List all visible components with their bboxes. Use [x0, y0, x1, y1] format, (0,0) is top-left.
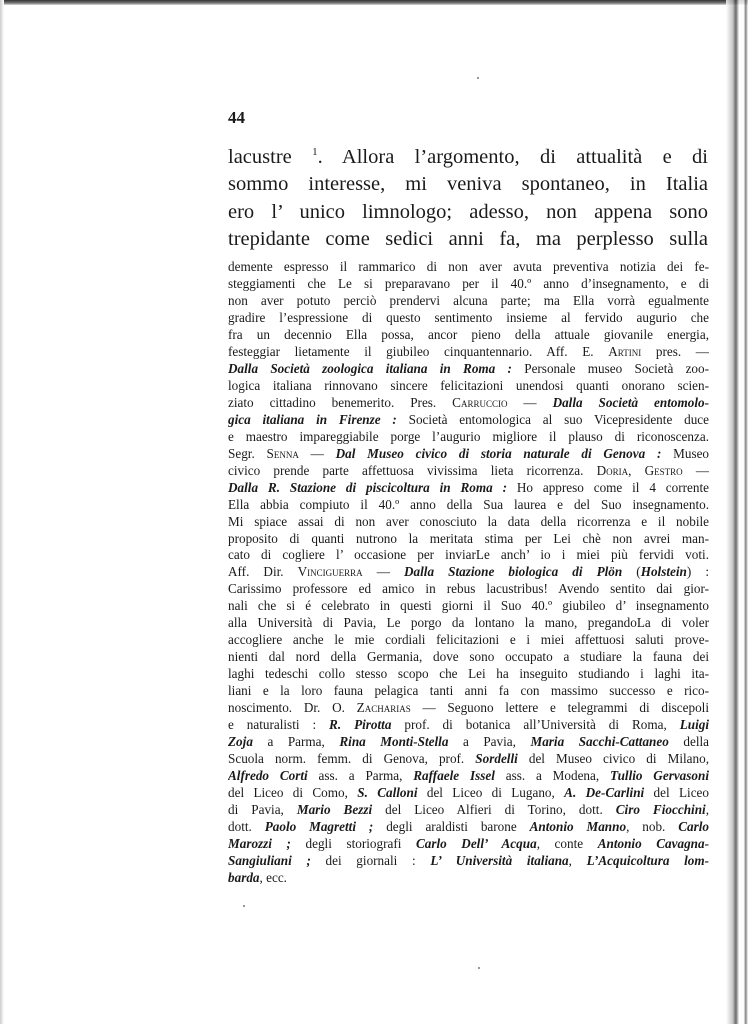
italic-text: Luigi [679, 717, 709, 733]
text-run: ziato cittadino benemerito. Pres. [228, 394, 453, 410]
italic-text: Rina Monti-Stella [339, 734, 449, 750]
text-run: ( [622, 564, 641, 580]
text-run: del Liceo Alfieri di Torino, dott. [372, 802, 616, 817]
text-run: del Museo civico di Milano, [517, 751, 709, 767]
footnote-marker: 1 [312, 146, 318, 159]
italic-text: Sangiuliani ; [228, 852, 311, 868]
text-run: prof. di botanica all’Università di Roma, [391, 717, 680, 733]
footnote-line [228, 378, 709, 395]
text-run: , [628, 462, 645, 478]
text-run: , [568, 852, 587, 868]
text-run: Scuola norm. femm. di Genova, prof. [228, 751, 476, 767]
body-line [228, 199, 708, 226]
footnote-line [228, 446, 709, 463]
body-text [228, 144, 708, 253]
text-run: del Liceo di Lugano, [417, 785, 565, 801]
text-run: Ho appreso come il 4 corrente [507, 479, 709, 495]
footnote-text [228, 259, 709, 887]
scan-speck [243, 905, 245, 907]
text-run: — [682, 462, 709, 478]
text-run: accogliere anche le mie cordiali felicitazioni e i miei affettuosi saluti prove- [228, 632, 709, 648]
signature-name: Vinciguerra [297, 564, 363, 580]
text-run: degli araldisti barone [373, 818, 530, 834]
footnote-line [228, 717, 709, 734]
text-run: alla Università di Pavia, Le porgo da lontano la mano, pregandoLa di voler [228, 615, 709, 631]
italic-text: Ciro Fiocchini [615, 802, 706, 817]
footnote-line [228, 412, 709, 429]
text-run: della [668, 734, 709, 750]
signature-name: Artini [608, 343, 642, 359]
text-run: . Allora l’argomento, di attualità e di [317, 146, 708, 168]
footnote-line [228, 547, 709, 564]
footnote-line [228, 649, 709, 666]
text-run: lacustre [228, 146, 313, 168]
italic-text: Mario Bezzi [296, 802, 373, 817]
text-run: laghi tedeschi collo stesso scopo che Lei ha inseguito studiando i laghi ita- [228, 666, 709, 682]
signature-name: Zacharias [356, 700, 411, 716]
italic-text: Tullio Gervasoni [610, 768, 709, 784]
footnote-line [228, 259, 709, 276]
footnote-line [228, 327, 709, 344]
footnote-line [228, 564, 709, 581]
text-run: festeggiar lietamente il giubileo cinquantennario. Aff. E. [228, 343, 609, 359]
text-run: degli storiografi [290, 835, 416, 851]
text-run: cato di cogliere l’ occasione per inviarLe anch’ io i miei più fervidi voti. [228, 547, 709, 563]
italic-text: A. De-Carlini [564, 785, 645, 801]
signature-name: Doria [596, 462, 629, 478]
text-run: proposito di quanti nutrono la meritata stima per Lei chè non avrei man- [228, 530, 709, 546]
text-run: trepidante come sedici anni fa, ma perplesso sulla [228, 227, 708, 250]
italic-text: Alfredo Corti [228, 768, 308, 784]
text-run: gradire l’espressione di questo sentimento insieme al fervido augurio che [228, 309, 709, 325]
footnote-line [228, 751, 709, 768]
text-run: ass. a Modena, [494, 768, 610, 784]
footnote-line [228, 276, 709, 293]
italic-text: gica italiana in Firenze : [228, 411, 397, 427]
footnote-line [228, 632, 709, 649]
text-run: — [298, 445, 336, 461]
scan-top-edge [0, 0, 748, 5]
footnote-line [228, 531, 709, 548]
signature-name: Senna [266, 445, 299, 461]
footnote-line [228, 514, 709, 531]
footnote-line [228, 480, 709, 497]
text-run: nienti dal nord della Germania, dove sono occupato a studiare la fauna dei [228, 649, 709, 665]
footnote-line [228, 581, 709, 598]
footnote-line [228, 700, 709, 717]
footnote-line [228, 836, 709, 853]
text-run: logica italiana rinnovano sincere felicitazioni unendosi quanti onorano scien- [228, 377, 709, 393]
text-run: demente espresso il rammarico di non aver avuta preventiva notizia dei fe- [228, 259, 709, 274]
text-run: dei giornali : [310, 852, 431, 868]
italic-text: L’Acquicoltura lom- [586, 852, 709, 868]
text-run: Museo [661, 445, 709, 461]
italic-text: Maria Sacchi-Cattaneo [530, 734, 669, 750]
text-run: fra un decennio Ella possa, ancor pieno della attuale giovanile energia, [228, 326, 709, 342]
signature-name: Gestro [644, 462, 683, 478]
italic-text: Carlo Dell’ Acqua [415, 835, 537, 851]
text-run: Ella abbia compiuto il 40.º anno della Sua laurea e del Suo insegnamento. [228, 496, 709, 512]
scan-left-edge [0, 0, 4, 1024]
footnote-line [228, 734, 709, 751]
text-run: a Parma, [252, 734, 340, 750]
footnote-line [228, 395, 709, 412]
footnote-line [228, 361, 709, 378]
text-run: dott. [228, 818, 265, 834]
text-run: del Liceo di Como, [228, 785, 358, 801]
text-run: ) : [686, 564, 709, 580]
text-run: , nob. [626, 818, 679, 834]
text-run: — Seguono lettere e telegrammi di discepoli [410, 700, 709, 716]
text-run: , conte [536, 835, 598, 851]
text-run: ero l’ unico limnologo; adesso, non appena sono [228, 200, 708, 223]
footnote-line [228, 853, 709, 870]
italic-text: barda [228, 869, 260, 885]
footnote-line [228, 870, 709, 887]
footnote-line [228, 497, 709, 514]
italic-text: Antonio Cavagna- [597, 835, 709, 851]
footnote-line [228, 819, 709, 836]
text-run: di Pavia, [228, 802, 297, 817]
footnote-line [228, 802, 709, 819]
footnote-line [228, 293, 709, 310]
italic-text: Dalla Società entomolo- [552, 394, 709, 410]
scan-right-edge [726, 0, 748, 1024]
italic-text: Carlo [678, 818, 709, 834]
text-run: Segr. [228, 445, 267, 461]
italic-text: Holstein [640, 564, 687, 580]
text-run: Carissimo professore ed amico in rebus lacustribus! Avendo sentito dai gior- [228, 581, 709, 597]
footnote-line [228, 310, 709, 327]
text-run: , [705, 802, 709, 817]
page-number: 44 [228, 108, 245, 127]
text-run: nali che si é celebrato in questi giorni il Suo 40.º giubileo d’ insegnamento [228, 598, 709, 614]
footnote-line [228, 429, 709, 446]
italic-text: Raffaele Issel [413, 768, 495, 784]
signature-name: Carruccio [452, 394, 508, 410]
footnote-line [228, 683, 709, 700]
text-run: non aver potuto perciò prendervi alcuna parte; ma Ella vorrà egualmente [228, 292, 709, 308]
text-run: steggiamenti che Le si preparavano per il 40.º anno d’insegnamento, e di [228, 275, 709, 291]
footnote-line [228, 768, 709, 785]
footnote-line [228, 615, 709, 632]
italic-text: Dal Museo civico di storia naturale di Genova : [335, 445, 662, 461]
footnote-line [228, 344, 709, 361]
scan-speck [477, 77, 479, 79]
text-run: civico prende parte affettuosa vivissima lieta ricorrenza. [228, 462, 597, 478]
italic-text: R. Pirotta [329, 717, 392, 733]
text-run: noscimento. Dr. O. [228, 700, 357, 716]
footnote-line [228, 785, 709, 802]
italic-text: Dalla Stazione biologica di Plön [404, 564, 623, 580]
text-run: — [507, 394, 553, 410]
italic-text: S. Calloni [357, 785, 418, 801]
body-line [228, 226, 708, 253]
text-run: — [362, 564, 405, 580]
italic-text: L’ Università italiana [430, 852, 569, 868]
text-run: Mi spiace assai di non aver conosciuto la data della ricorrenza e il nobile [228, 513, 709, 529]
text-run: sommo interesse, mi veniva spontaneo, in Italia [228, 173, 708, 196]
footnote-line [228, 598, 709, 615]
body-line [228, 144, 708, 171]
text-run: pres. — [641, 343, 709, 359]
italic-text: Paolo Magretti ; [264, 818, 374, 834]
text-run: Personale museo Società zoo- [511, 360, 709, 376]
body-line [228, 171, 708, 198]
text-run: , ecc. [259, 869, 287, 885]
scan-speck [478, 967, 480, 969]
text-run: Aff. Dir. [228, 564, 298, 580]
text-run: e maestro impareggiabile porge l’augurio migliore il plauso di riconoscenza. [228, 428, 709, 444]
text-run: liani e la loro fauna pelagica tanti anni fa con massimo successo e rico- [228, 683, 709, 699]
footnote-line [228, 463, 709, 480]
italic-text: Zoja [228, 734, 253, 750]
text-run: ass. a Parma, [307, 768, 414, 784]
italic-text: Sordelli [475, 751, 518, 767]
text-run: del Liceo [644, 785, 709, 801]
italic-text: Antonio Manno [529, 818, 627, 834]
text-run: a Pavia, [448, 734, 531, 750]
italic-text: Dalla Società zoologica italiana in Roma : [228, 360, 512, 376]
italic-text: Dalla R. Stazione di piscicoltura in Roma : [228, 479, 507, 495]
text-run: Società entomologica al suo Vicepresidente duce [396, 411, 709, 427]
footnote-line [228, 666, 709, 683]
italic-text: Marozzi ; [228, 835, 291, 851]
text-run: e naturalisti : [228, 717, 330, 733]
